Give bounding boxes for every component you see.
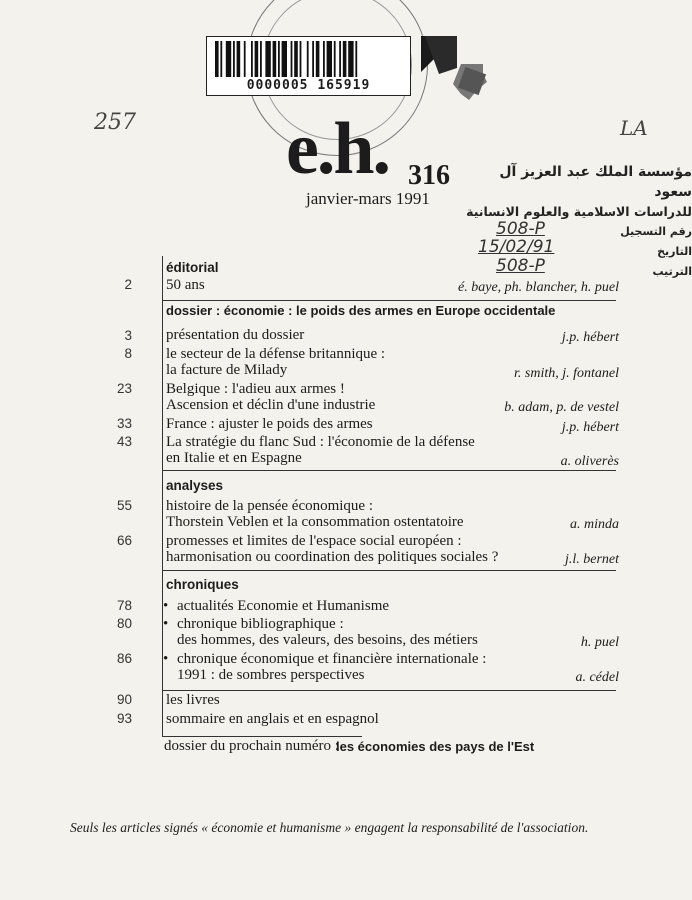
journal-logo-title: e.h. xyxy=(286,108,389,190)
article-author: j.l. bernet xyxy=(564,552,619,567)
divider xyxy=(162,690,163,736)
article-title: chronique économique et financière internationale : xyxy=(177,651,487,667)
article-author: j.p. hébert xyxy=(561,330,619,345)
divider xyxy=(162,256,163,300)
disclaimer-footer: Seuls les articles signés « économie et humanisme » engagent la responsabilité de l'association. xyxy=(70,820,589,835)
article-title-cont: Thorstein Veblen et la consommation ostentatoire xyxy=(166,514,464,530)
arabic-classification-label: الترتيب xyxy=(652,265,692,278)
issue-date: janvier-mars 1991 xyxy=(306,189,430,208)
article-title: 50 ans xyxy=(166,277,205,293)
article-author: é. baye, ph. blancher, h. puel xyxy=(458,280,619,295)
barcode-bars xyxy=(215,41,401,77)
next-issue-title: les économies des pays de l'Est xyxy=(336,739,535,754)
article-title-cont: 1991 : de sombres perspectives xyxy=(177,667,365,683)
arabic-registration-label: رقم التسجيل xyxy=(620,225,692,238)
page-number: 80 xyxy=(116,616,132,631)
article-author: a. oliverès xyxy=(560,454,619,469)
section-chroniques: chroniques xyxy=(166,577,239,592)
page-number: 8 xyxy=(124,346,132,361)
section-dossier: dossier : économie : le poids des armes en Europe occidentale xyxy=(166,303,556,318)
page-number: 23 xyxy=(116,381,132,396)
page-number: 33 xyxy=(116,416,132,431)
article-title: promesses et limites de l'espace social européen : xyxy=(166,533,462,549)
page-number: 86 xyxy=(116,651,132,666)
page-number: 78 xyxy=(116,598,132,613)
article-title: Belgique : l'adieu aux armes ! xyxy=(166,381,345,397)
article-title-cont: Ascension et déclin d'une industrie xyxy=(166,397,376,413)
article-title: chronique bibliographique : xyxy=(177,616,344,632)
barcode-label xyxy=(206,36,411,96)
article-title: histoire de la pensée économique : xyxy=(166,498,374,514)
issue-number: 316 xyxy=(408,160,450,191)
arabic-stamp-line2: للدراسات الاسلامية والعلوم الانسانية xyxy=(466,204,692,219)
article-author: a. cédel xyxy=(575,670,619,685)
article-author: b. adam, p. de vestel xyxy=(504,400,619,415)
article-title: présentation du dossier xyxy=(166,327,305,343)
registration-number: 508-P xyxy=(496,219,545,239)
article-title: les livres xyxy=(166,692,220,708)
page-number: 2 xyxy=(124,277,132,292)
divider xyxy=(162,690,616,691)
barcode-number: 0000005 165919 xyxy=(246,78,371,93)
divider xyxy=(162,470,163,570)
next-issue-label: dossier du prochain numéro : xyxy=(164,738,339,754)
divider xyxy=(162,300,163,470)
page-number: 66 xyxy=(116,533,132,548)
article-title: La stratégie du flanc Sud : l'économie de la défense xyxy=(166,434,475,450)
page-number: 55 xyxy=(116,498,132,513)
article-title: France : ajuster le poids des armes xyxy=(166,416,373,432)
article-title-cont: des hommes, des valeurs, des besoins, des métiers xyxy=(177,632,478,648)
article-title-cont: la facture de Milady xyxy=(166,362,288,378)
bullet-icon: • xyxy=(163,616,169,632)
article-title-cont: en Italie et en Espagne xyxy=(166,450,302,466)
bullet-icon: • xyxy=(163,651,169,667)
article-title: le secteur de la défense britannique : xyxy=(166,346,386,362)
article-title: actualités Economie et Humanisme xyxy=(177,598,390,614)
divider xyxy=(162,470,616,471)
article-author: h. puel xyxy=(580,635,619,650)
page-number: 3 xyxy=(124,328,132,343)
divider xyxy=(162,570,616,571)
article-author: a. minda xyxy=(570,517,619,532)
arabic-date-label: التاريخ xyxy=(657,245,692,258)
page-number: 43 xyxy=(116,434,132,449)
arabic-stamp-line1: مؤسسة الملك عبد العزيز آل سعود xyxy=(499,164,692,200)
article-title-cont: harmonisation ou coordination des politiques sociales ? xyxy=(166,549,499,565)
bullet-icon: • xyxy=(163,598,169,614)
handwritten-number: 257 xyxy=(94,110,136,135)
publisher-logo xyxy=(417,34,489,102)
registration-date: 15/02/91 xyxy=(478,237,555,257)
article-author: j.p. hébert xyxy=(561,420,619,435)
section-editorial: éditorial xyxy=(166,260,219,275)
article-author: r. smith, j. fontanel xyxy=(513,366,619,381)
handwritten-initials: LA xyxy=(620,116,648,140)
page-number: 93 xyxy=(116,711,132,726)
page-number: 90 xyxy=(116,692,132,707)
section-analyses: analyses xyxy=(166,478,224,493)
article-title: sommaire en anglais et en espagnol xyxy=(166,711,379,727)
divider xyxy=(162,736,362,737)
divider xyxy=(162,300,616,301)
classification-code: 508-P xyxy=(496,256,545,276)
